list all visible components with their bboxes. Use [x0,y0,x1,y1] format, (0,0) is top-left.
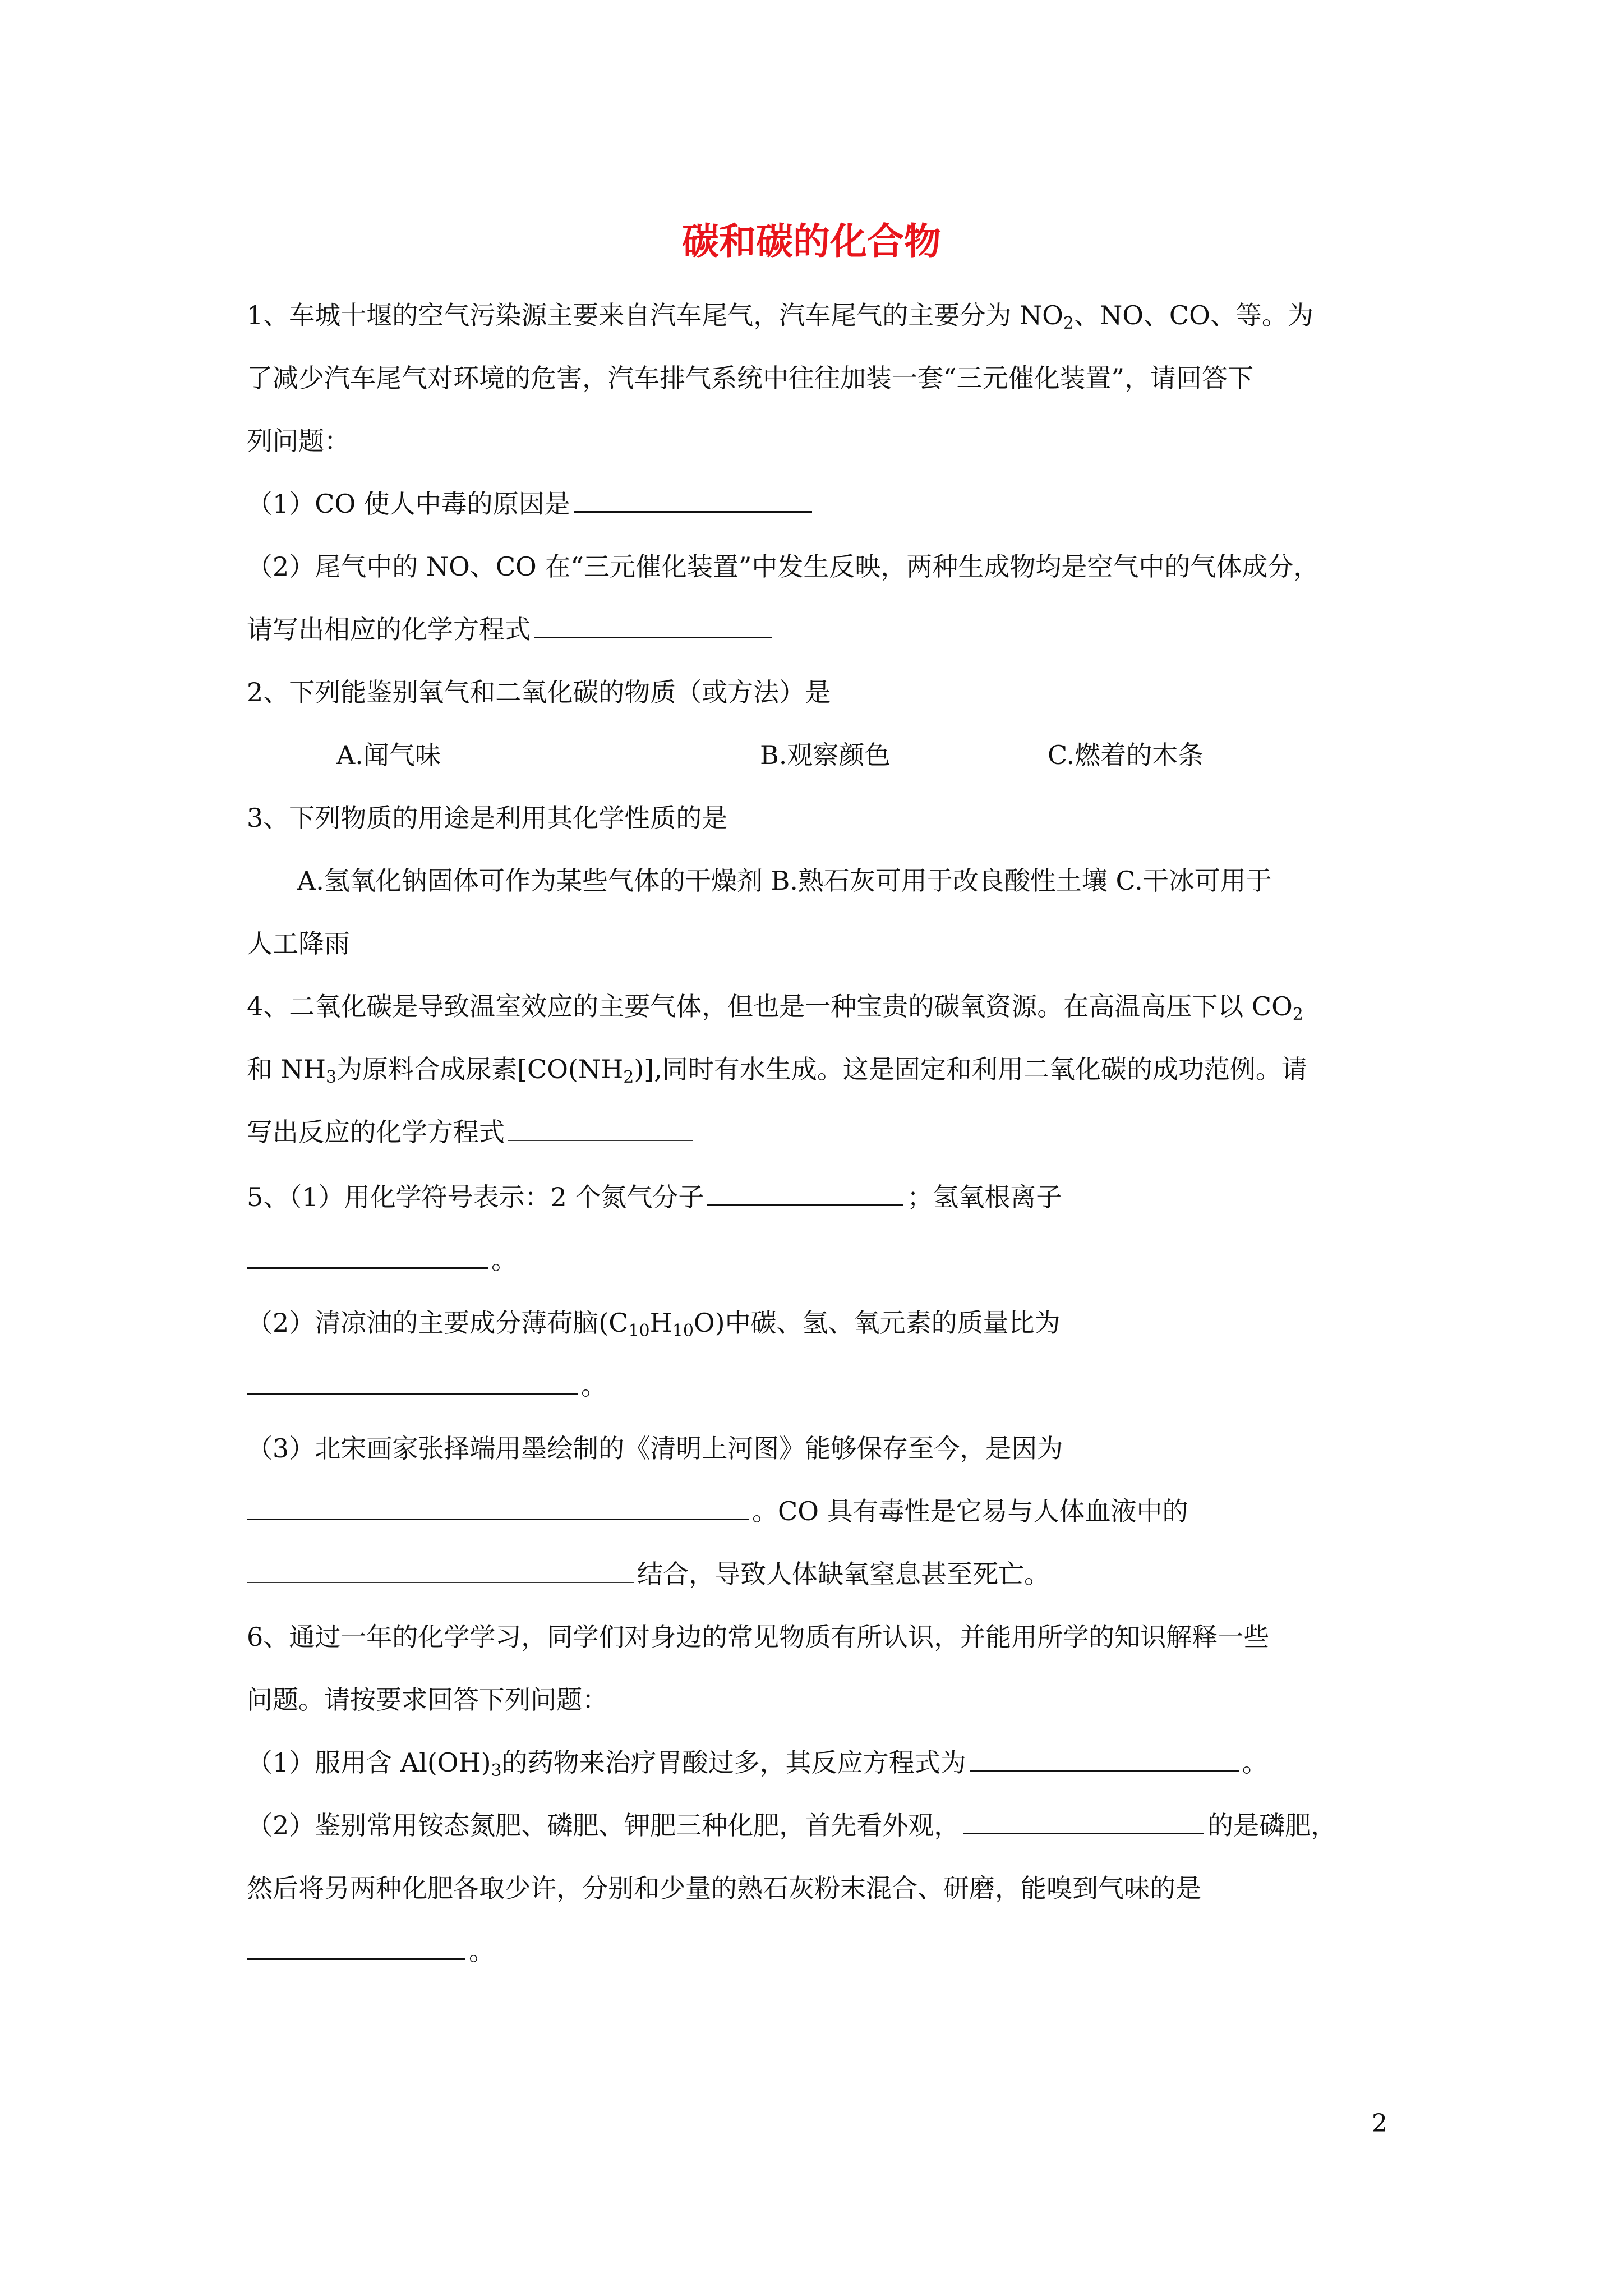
q1-line-2: 了减少汽车尾气对环境的危害，汽车排气系统中往往加装一套“三元催化装置”，请回答下 [247,363,1254,393]
q6-line-2: 问题。请按要求回答下列问题： [247,1685,608,1715]
q4-line-1: 4、二氧化碳是导致温室效应的主要气体，但也是一种宝贵的碳氧资源。在高温高压下以 $CO_2$ [247,991,1303,1024]
answer-blank[interactable] [247,1267,488,1269]
q5-part-2-answer: 。 [247,1369,607,1402]
q4-line-2: 和 $NH_3$为原料合成尿素$[CO(NH_2)]$,同时有水生成。这是固定和利用二氧化碳的成功范例。请 [247,1054,1307,1087]
q2-stem: 2、下列能鉴别氧气和二氧化碳的物质（或方法）是 [247,677,831,707]
q5-line-1: 5、（1）用化学符号表示：2 个氮气分子 ；氢氧根离子 [247,1182,1062,1212]
q5-part-3-line-2: 。CO 具有毒性是它易与人体血液中的 [247,1494,1188,1528]
q1-line-1: 1、车城十堰的空气污染源主要来自汽车尾气，汽车尾气的主要分为 $NO_2$、NO、CO、等。为 [247,300,1313,333]
q2-option-c: C.燃着的木条 [1048,740,1204,770]
q3-options-line-2: 人工降雨 [247,928,350,959]
answer-blank[interactable] [247,1518,749,1520]
answer-blank[interactable] [707,1204,903,1206]
q5-part-3-line-1: （3）北宋画家张择端用墨绘制的《清明上河图》能够保存至今，是因为 [247,1433,1063,1464]
q5-part-2: （2）清凉油的主要成分薄荷脑$(C_{10}H_{10}O)$中碳、氢、氧元素的质量比为 [247,1308,1061,1341]
q5-part-3-line-3: 结合，导致人体缺氧窒息甚至死亡。 [247,1557,1050,1591]
q2-option-a: A.闻气味 [336,740,441,770]
answer-blank[interactable] [963,1832,1204,1834]
q1-line-3: 列问题： [247,426,350,456]
q2-option-b: B.观察颜色 [760,740,891,770]
answer-blank[interactable] [247,1581,634,1583]
page-number: 2 [1372,2109,1387,2138]
q4-line-3: 写出反应的化学方程式 [247,1115,697,1149]
q6-part-1: （1）服用含 $Al(OH)_3$的药物来治疗胃酸过多，其反应方程式为 。 [247,1747,1268,1780]
answer-blank[interactable] [970,1769,1239,1772]
q1-part-2-line-2: 请写出相应的化学方程式 [247,613,776,646]
q1-part-2-line-1: （2）尾气中的 NO、CO 在“三元催化装置”中发生反映，两种生成物均是空气中的气体成分， [247,551,1320,582]
answer-blank[interactable] [247,1958,465,1960]
q6-part-2-answer: 。 [247,1934,495,1968]
q6-part-2-line-2: 然后将另两种化肥各取少许，分别和少量的熟石灰粉末混合、研磨，能嗅到气味的是 [247,1873,1201,1903]
page-title: 碳和碳的化合物 [682,219,941,263]
q1-part-1: （1）CO 使人中毒的原因是 [247,487,815,521]
answer-blank[interactable] [247,1392,578,1395]
answer-blank[interactable] [508,1139,693,1141]
answer-blank[interactable] [534,636,772,638]
q6-line-1: 6、通过一年的化学学习，同学们对身边的常见物质有所认识，并能用所学的知识解释一些 [247,1622,1270,1652]
q3-stem: 3、下列物质的用途是利用其化学性质的是 [247,803,728,833]
q6-part-2-line-1: （2）鉴别常用铵态氮肥、磷肥、钾肥三种化肥，首先看外观， 的是磷肥， [247,1810,1337,1841]
q5-line-2: 。 [247,1243,517,1277]
answer-blank[interactable] [574,510,812,513]
q3-options-line-1: A.氢氧化钠固体可作为某些气体的干燥剂 B.熟石灰可用于改良酸性土壤 C.干冰可用于 [297,866,1272,896]
